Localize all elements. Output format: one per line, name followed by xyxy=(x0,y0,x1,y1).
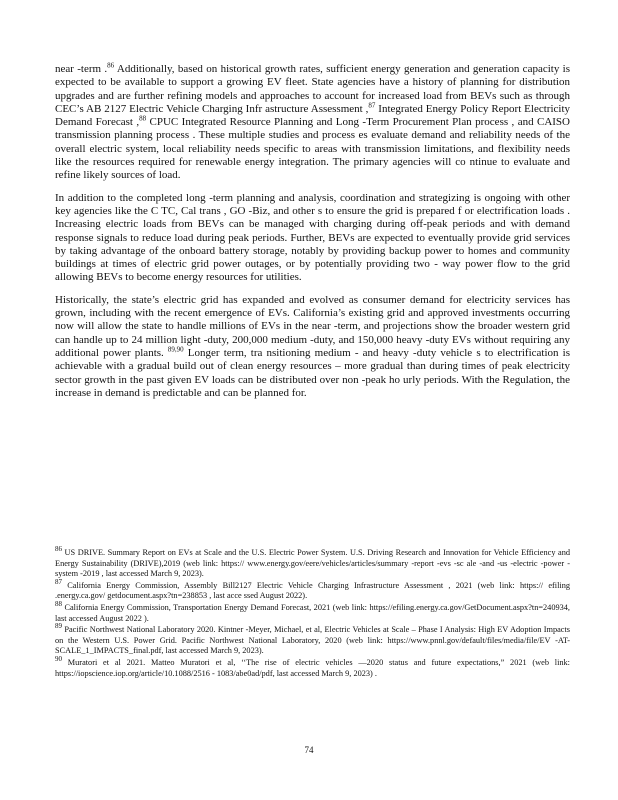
footnote-ref-88[interactable]: 88 xyxy=(139,114,147,123)
paragraph-3 xyxy=(55,294,570,400)
paragraph-1-part-3: Integrated Energy Policy Report Electricity Demand Forecast , xyxy=(55,102,570,129)
paragraph-1-part-1: near -term . xyxy=(55,63,108,75)
paragraph-1-part-4: CPUC Integrated Resource Planning and Long -Term Procurement Plan process , and CAISO transmission planning process . These multiple studies and process es evaluate demand and reliability needs of the overall electric system, local reliability needs specific to areas with transmission limitations, and flexibility needs like the resources required for renewable energy integration. The primary agencies will co ntinue to evaluate and refine likely sources of load. xyxy=(55,116,570,182)
paragraph-2: In addition to the completed long -term planning and analysis, coordination and strategizing is ongoing with other key agencies like the C TC, Cal trans , GO -Biz, and other s to ensure the grid is prepared f or electrification loads . Increasing electric loads from BEVs can be managed with charging during off-peak periods and with demand response signals to reduce load during peak periods. Further, BEVs are expected to eventually provide grid services by taking advantage of the onboard battery storage, notably by providing backup power to homes and community buildings at times of electric grid power outages, or by potentially providing two - way power flow to the grid allowing BEVs to become energy resources for utilities. xyxy=(55,191,570,284)
footnote-ref-87[interactable]: 87 xyxy=(368,101,376,110)
footnote-text: California Energy Commission, Assembly Bill2127 Electric Vehicle Charging Infrastructure Assessment , 2021 (web link: https:// efiling .energy.ca.gov/ getdocument.aspx?tn=238853 , last acce ssed August 2022). xyxy=(55,580,570,601)
footnote-86 xyxy=(55,545,570,580)
footnote-number: 88 xyxy=(55,600,62,609)
footnote-text: Pacific Northwest National Laboratory 2020. Kintner -Meyer, Michael, et al, Electric Vehicles at Scale – Phase I Analysis: High EV Adoption Impacts on the Western U.S. Power Grid. Pacific Northwest National Laboratory, 2020 (web link: https://www.pnnl.gov/default/files/media/file/EV -AT-SCALE_1_IMPACTS_final.pdf, last accessed March 9, 2023). xyxy=(55,625,570,656)
paragraph-3-part-2: Longer term, tra nsitioning medium - and heavy -duty vehicle s to electrification is achievable with a gradual build out of clean energy resources – more gradual than during times of peak electricity sector growth in the past given EV loads can be distributed over non -peak ho urly periods. With the Regulation, the increase in demand is predictable and can be planned for. xyxy=(55,346,570,399)
footnote-88 xyxy=(55,600,570,624)
footnote-number: 89 xyxy=(55,622,62,631)
footnote-ref-89-90[interactable]: 89,90 xyxy=(167,345,184,354)
page-number: 74 xyxy=(304,745,314,755)
footnote-text: California Energy Commission, Transportation Energy Demand Forecast, 2021 (web link: https://efiling.energy.ca.gov/GetDocument.aspx?tn=240934, last accessed August 2022 ). xyxy=(55,602,570,623)
footnote-number: 90 xyxy=(55,655,62,664)
footnote-text: US DRIVE. Summary Report on EVs at Scale and the U.S. Electric Power System. U.S. Driving Research and Innovation for Vehicle Efficiency and Energy Sustainability (DRIVE),2019 (web link: https:// www.energy.gov/eere/vehicles/articles/summary -report -evs -sc ale -and -us -electric -power -system -2019 , last accessed March 9, 2023). xyxy=(55,548,570,579)
paragraph-3-part-1: Historically, the state’s electric grid has expanded and evolved as consumer demand for electricity services has grown, including with the recent emergence of EVs. California’s existing grid and approved investments occurring now will allow the state to handle millions of EVs in the near -term, and projections show the broader western grid can handle up to 24 million light -duty, 200,000 medium -duty, and 150,000 heavy -duty EVs without requiring any additional power plants. xyxy=(55,293,570,359)
footnote-number: 87 xyxy=(55,578,62,587)
footnote-text: Muratori et al 2021. Matteo Muratori et al, ‘‘The rise of electric vehicles —2020 status and future expectations,” 2021 (web link: https://iopscience.iop.org/article/10.1088/2516 - 1083/abe0ad/pdf, last accessed March 9, 2023) . xyxy=(55,657,570,678)
footnote-89 xyxy=(55,622,570,657)
main-body xyxy=(55,63,570,409)
paragraph-1 xyxy=(55,63,570,183)
footnote-number: 86 xyxy=(55,545,62,554)
footnote-87 xyxy=(55,578,570,602)
footnote-ref-86[interactable]: 86 xyxy=(107,61,115,70)
footnotes xyxy=(55,545,570,680)
footnote-90 xyxy=(55,655,570,679)
paragraph-1-part-2: Additionally, based on historical growth rates, sufficient energy generation and generation capacity is expected to be available to support a growing EV fleet. State agencies have a history of planning for distribution upgrades and are further refining models and approaches to account for increased load from BEVs such as through CEC’s AB 2127 Electric Vehicle Charging Infr astructure Assessment , xyxy=(55,63,571,115)
